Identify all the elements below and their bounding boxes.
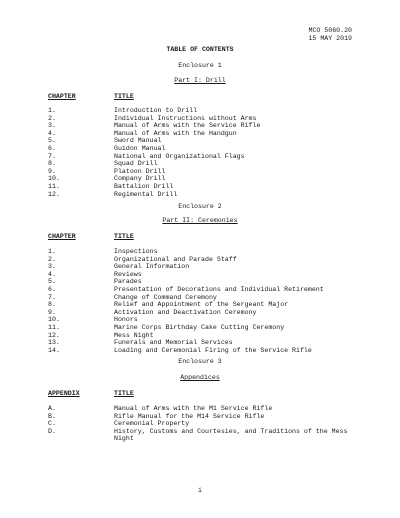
- toc-entry-number: 5.: [48, 278, 56, 286]
- enclosure-3-col-title: TITLE: [114, 390, 134, 397]
- toc-entry: [48, 405, 368, 413]
- toc-entry: [48, 428, 368, 443]
- toc-entry-title: Manual of Arms with the Handgun: [114, 129, 237, 137]
- enclosure-1-label: Enclosure 1: [178, 62, 222, 69]
- toc-entry-number: 10.: [48, 316, 60, 324]
- toc-entry: [48, 271, 368, 279]
- enclosure-3-list: [48, 405, 368, 443]
- toc-entry-number: 4.: [48, 270, 56, 278]
- toc-entry-title: Inspections: [114, 248, 158, 255]
- toc-entry: [48, 160, 368, 168]
- toc-entry-title: Sword Manual: [114, 137, 162, 145]
- toc-entry-number: 3.: [48, 122, 56, 130]
- toc-entry: [48, 122, 368, 130]
- toc-entry: [48, 256, 368, 264]
- toc-entry-number: 4.: [48, 129, 56, 137]
- page-number: i: [198, 487, 202, 494]
- enclosure-2-label: Enclosure 2: [178, 203, 222, 210]
- toc-entry-number: A.: [48, 405, 56, 412]
- toc-entry-title: Honors: [114, 316, 138, 324]
- toc-entry: [48, 168, 368, 176]
- toc-entry-title: Activation and Deactivation Ceremony: [114, 308, 257, 316]
- toc-entry-title: History, Customs and Courtesies, and Traditions of the Mess Night: [114, 427, 348, 443]
- toc-entry: [48, 294, 368, 302]
- document-header: [308, 27, 352, 42]
- toc-entry-number: 6.: [48, 285, 56, 293]
- toc-entry-number: 5.: [48, 137, 56, 145]
- toc-entry-number: 8.: [48, 160, 56, 168]
- toc-entry-title: General Information: [114, 263, 190, 271]
- toc-entry-number: 9.: [48, 308, 56, 316]
- toc-entry-title: Individual Instructions without Arms: [114, 114, 257, 122]
- toc-entry: [48, 175, 368, 183]
- toc-entry: [48, 278, 368, 286]
- enclosure-2-list: [48, 248, 368, 354]
- toc-entry-title: Battalion Drill: [114, 182, 174, 190]
- enclosure-2-col-title: TITLE: [114, 233, 134, 240]
- toc-entry: [48, 347, 368, 355]
- toc-entry-title: Rifle Manual for the M14 Service Rifle: [114, 412, 265, 420]
- toc-entry-title: Organizational and Parade Staff: [114, 255, 237, 263]
- enclosure-2-part: Part II: Ceremonies: [162, 217, 238, 224]
- toc-entry-title: Introduction to Drill: [114, 107, 198, 114]
- toc-entry: [48, 263, 368, 271]
- toc-entry: [48, 301, 368, 309]
- toc-entry: [48, 248, 368, 256]
- toc-entry-title: Loading and Ceremonial Firing of the Service Rifle: [114, 346, 312, 354]
- enclosure-1-list: [48, 107, 368, 198]
- toc-entry: [48, 137, 368, 145]
- toc-entry: [48, 316, 368, 324]
- toc-entry-title: Squad Drill: [114, 160, 158, 168]
- toc-entry-number: 8.: [48, 301, 56, 309]
- toc-entry: [48, 324, 368, 332]
- toc-entry-title: Platoon Drill: [114, 167, 166, 175]
- toc-entry-title: National and Organizational Flags: [114, 152, 245, 160]
- toc-entry-title: Mess Night: [114, 331, 154, 339]
- enclosure-3-label: Enclosure 3: [178, 358, 222, 365]
- toc-entry: [48, 145, 368, 153]
- toc-entry-number: 13.: [48, 339, 60, 347]
- toc-entry-number: 1.: [48, 248, 56, 255]
- toc-entry-title: Funerals and Memorial Services: [114, 339, 233, 347]
- toc-entry-title: Company Drill: [114, 175, 166, 183]
- toc-entry-title: Reviews: [114, 270, 142, 278]
- toc-entry-title: Regimental Drill: [114, 190, 178, 198]
- order-number: MCO 5060.20: [308, 27, 352, 34]
- toc-entry: [48, 130, 368, 138]
- toc-title: TABLE OF CONTENTS: [166, 46, 234, 53]
- toc-entry-number: 2.: [48, 255, 56, 263]
- toc-entry-title: Manual of Arms with the Service Rifle: [114, 122, 261, 130]
- toc-entry-number: 7.: [48, 293, 56, 301]
- toc-entry-number: D.: [48, 427, 56, 435]
- toc-entry-number: 11.: [48, 182, 60, 190]
- toc-entry: [48, 183, 368, 191]
- toc-entry-number: 7.: [48, 152, 56, 160]
- order-date: 15 MAY 2019: [308, 34, 352, 42]
- enclosure-2-col-chapter: CHAPTER: [48, 233, 76, 240]
- toc-entry-number: 10.: [48, 175, 60, 183]
- toc-entry-title: Marine Corps Birthday Cake Cutting Ceremony: [114, 323, 285, 331]
- enclosure-3-col-appendix: APPENDIX: [48, 390, 80, 397]
- toc-entry-number: 12.: [48, 331, 60, 339]
- toc-entry: [48, 107, 368, 115]
- toc-entry-number: 11.: [48, 323, 60, 331]
- toc-entry-title: Manual of Arms with the M1 Service Rifle: [114, 405, 273, 412]
- toc-entry: [48, 332, 368, 340]
- toc-entry-title: Presentation of Decorations and Individual Retirement: [114, 285, 324, 293]
- toc-entry: [48, 191, 368, 199]
- enclosure-1-col-title: TITLE: [114, 93, 134, 100]
- toc-entry-title: Relief and Appointment of the Sergeant Major: [114, 301, 289, 309]
- toc-entry-number: C.: [48, 420, 56, 428]
- enclosure-3-part: Appendices: [180, 374, 220, 381]
- toc-entry: [48, 115, 368, 123]
- enclosure-1-part: Part I: Drill: [174, 77, 226, 84]
- toc-entry: [48, 420, 368, 428]
- toc-entry: [48, 153, 368, 161]
- toc-entry-title: Guidon Manual: [114, 144, 166, 152]
- toc-entry-number: 6.: [48, 144, 56, 152]
- toc-entry: [48, 413, 368, 421]
- enclosure-1-col-chapter: CHAPTER: [48, 93, 76, 100]
- toc-entry-title: Ceremonial Property: [114, 420, 190, 428]
- toc-entry-number: 1.: [48, 107, 56, 114]
- toc-entry: [48, 309, 368, 317]
- toc-entry: [48, 286, 368, 294]
- toc-entry-number: 12.: [48, 190, 60, 198]
- toc-entry-number: 9.: [48, 167, 56, 175]
- toc-entry-number: B.: [48, 412, 56, 420]
- toc-entry-title: Parades: [114, 278, 142, 286]
- toc-entry-number: 14.: [48, 346, 60, 354]
- toc-entry-number: 2.: [48, 114, 56, 122]
- toc-entry-title: Change of Command Ceremony: [114, 293, 217, 301]
- toc-entry: [48, 339, 368, 347]
- toc-entry-number: 3.: [48, 263, 56, 271]
